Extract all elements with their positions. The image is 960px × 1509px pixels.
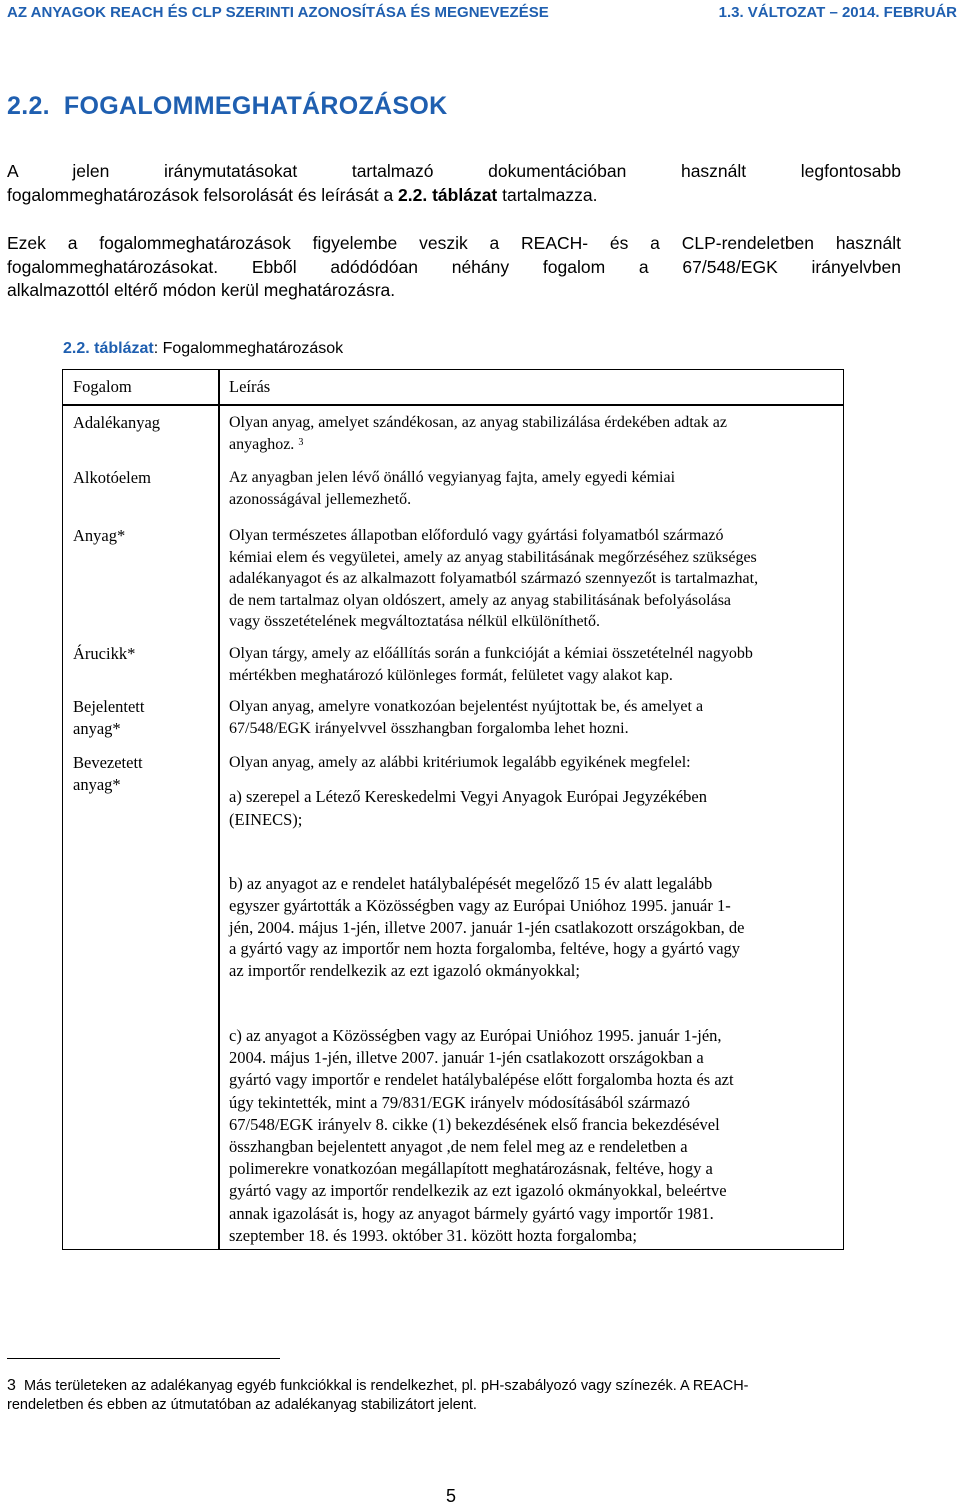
para-line: A jelen iránymutatásokat tartalmazó dokumentációban használt legfontosabb [7, 161, 901, 181]
desc-line: Olyan tárgy, amely az előállítás során a funkcióját a kémiai összetételnél nagyobb [229, 645, 753, 662]
para-text: tartalmazza. [497, 184, 598, 205]
desc-cell [229, 412, 835, 455]
section-title: FOGALOMMEGHATÁROZÁSOK [63, 92, 448, 120]
desc-line: 2004. május 1-jén, illetve 2007. január 1-jén csatlakozott országokban a [229, 1048, 704, 1068]
desc-line: kémiai elem és vegyületei, amely az anyag stabilitásának megőrzéséhez szükséges [229, 548, 757, 566]
criterion-c [229, 1025, 835, 1247]
header-version: 1.3. VÁLTOZAT – 2014. FEBRUÁR [718, 4, 957, 21]
column-divider [218, 370, 220, 1249]
section-heading [7, 92, 448, 121]
footnote-separator [7, 1358, 280, 1359]
term-line: Bejelentett [73, 697, 145, 716]
desc-line: 67/548/EGK irányelv 8. cikke (1) bekezdésének első francia bekezdésével [229, 1114, 720, 1134]
desc-line: egyszer gyártották a Közösségben vagy az Európai Unióhoz 1995. január 1- [229, 895, 731, 915]
desc-line: (EINECS); [229, 810, 303, 829]
desc-line: 67/548/EGK irányelvvel összhangban forgalomba lehet hozni. [229, 719, 629, 737]
desc-line: a) szerepel a Létező Kereskedelmi Vegyi Anyagok Európai Jegyzékében [229, 787, 707, 806]
header-title: AZ ANYAGOK REACH ÉS CLP SZERINTI AZONOSÍTÁSA ÉS MEGNEVEZÉSE [7, 4, 549, 21]
section-number: 2.2. [7, 92, 50, 120]
desc-text: anyaghoz. [229, 435, 295, 453]
desc-cell [229, 643, 835, 686]
note-paragraph [7, 232, 901, 303]
page-number: 5 [446, 1486, 457, 1506]
desc-line: de nem tartalmaz olyan oldószert, amely az anyag stabilitásának befolyásolása [229, 591, 732, 609]
term-line: anyag* [73, 719, 121, 738]
footnote-number: 3 [7, 1377, 16, 1394]
table-caption [63, 340, 343, 358]
term-cell: Adalékanyag [73, 413, 161, 432]
footnote [7, 1376, 749, 1415]
footnote-line [7, 1376, 749, 1396]
term-cell: Árucikk* [73, 644, 136, 663]
criterion-b [229, 873, 835, 982]
term-cell [73, 752, 213, 796]
desc-cell [229, 467, 835, 510]
desc-line: gyártó vagy az importőr rendelkezik az ezt igazoló okmányokkal, beleértve [229, 1181, 727, 1201]
desc-line: azonosságával jellemezhető. [229, 490, 412, 508]
desc-line: úgy tekintették, mint a 79/831/EGK irányelv módosításából származó [229, 1092, 690, 1112]
desc-line: gyártó vagy importőr e rendelet hatálybalépése előtt forgalomba hozta és azt [229, 1070, 734, 1090]
desc-line: adalékanyagot és az alkalmazott folyamatból származó szennyezőt is tartalmazhat, [229, 570, 759, 587]
term-cell: Alkotóelem [73, 468, 151, 487]
desc-line: összhangban bejelentett anyagot ,de nem felel meg az e rendeletben a [229, 1137, 688, 1157]
footnote-text: Más területeken az adalékanyag egyéb funkciókkal is rendelkezhet, pl. pH-szabályozó vagy színezék. A REACH- [23, 1378, 749, 1394]
term-line: Bevezetett [73, 753, 143, 772]
page-header [7, 4, 957, 24]
desc-cell [229, 752, 835, 774]
desc-line: Olyan anyag, amelyet szándékosan, az anyag stabilizálása érdekében adtak az [229, 414, 727, 431]
desc-intro: Olyan anyag, amely az alábbi kritériumok legalább egyikének megfelel: [229, 754, 691, 771]
desc-line: b) az anyagot az e rendelet hatálybalépését megelőző 15 év alatt legalább [229, 874, 713, 893]
term-cell [73, 696, 213, 740]
table-header-term: Fogalom [73, 377, 132, 396]
caption-text: : Fogalommeghatározások [153, 340, 344, 357]
desc-cell [229, 525, 835, 633]
footnote-ref: 3 [298, 436, 304, 448]
desc-line: szeptember 18. és 1993. október 31. között hozta forgalomba; [229, 1225, 637, 1245]
desc-line: polimerekre vonatkozóan megállapított meghatározásnak, feltéve, hogy a [229, 1159, 713, 1179]
desc-line: mértékben meghatározó különleges formát, felületet vagy alakot kap. [229, 666, 673, 684]
desc-line: az importőr rendelkezik az ezt igazoló okmányokkal; [229, 961, 580, 981]
para-text: fogalommeghatározások felsorolását és leírását a [7, 184, 399, 205]
desc-line: jén, 2004. május 1-jén, illetve 2007. január 1-jén csatlakozott országokban, de [229, 917, 745, 937]
desc-cell [229, 696, 835, 739]
para-line [7, 184, 901, 208]
desc-line: Az anyagban jelen lévő önálló vegyianyag fajta, amely egyedi kémiai [229, 469, 676, 486]
desc-line: Olyan természetes állapotban előforduló vagy gyártási folyamatból származó [229, 527, 724, 544]
intro-paragraph [7, 160, 901, 207]
caption-word: táblázat [94, 340, 154, 357]
desc-line [229, 434, 835, 456]
desc-line: vagy összetételének megváltoztatása nélkül elkülöníthető. [229, 613, 600, 630]
para-line: Ezek a fogalommeghatározások figyelembe veszik a REACH- és a CLP-rendeletben használt [7, 233, 901, 253]
table-header-desc: Leírás [229, 377, 271, 396]
term-line: anyag* [73, 775, 121, 794]
para-line: alkalmazottól eltérő módon kerül meghatározásra. [7, 280, 396, 300]
desc-line: Olyan anyag, amelyre vonatkozóan bejelentést nyújtottak be, és amelyet a [229, 698, 704, 715]
caption-number: 2.2. [63, 340, 90, 357]
desc-line: c) az anyagot a Közösségben vagy az Európai Unióhoz 1995. január 1-jén, [229, 1026, 722, 1045]
desc-line: a gyártó vagy az importőr nem hozta forgalomba, feltéve, hogy a gyártó vagy [229, 939, 741, 959]
para-line: fogalommeghatározásokat. Ebből adódódóan néhány fogalom a 67/548/EGK irányelvben [7, 256, 901, 277]
table-reference: 2.2. táblázat [398, 184, 498, 205]
header-divider [63, 404, 843, 406]
desc-line: annak igazolását is, hogy az anyagot bármely gyártó vagy importőr 1981. [229, 1203, 714, 1223]
definitions-table [62, 369, 844, 1250]
footnote-line: rendeletben és ebben az útmutatóban az adalékanyag stabilizátort jelent. [7, 1397, 477, 1413]
criterion-a [229, 785, 835, 831]
term-cell: Anyag* [73, 526, 126, 545]
